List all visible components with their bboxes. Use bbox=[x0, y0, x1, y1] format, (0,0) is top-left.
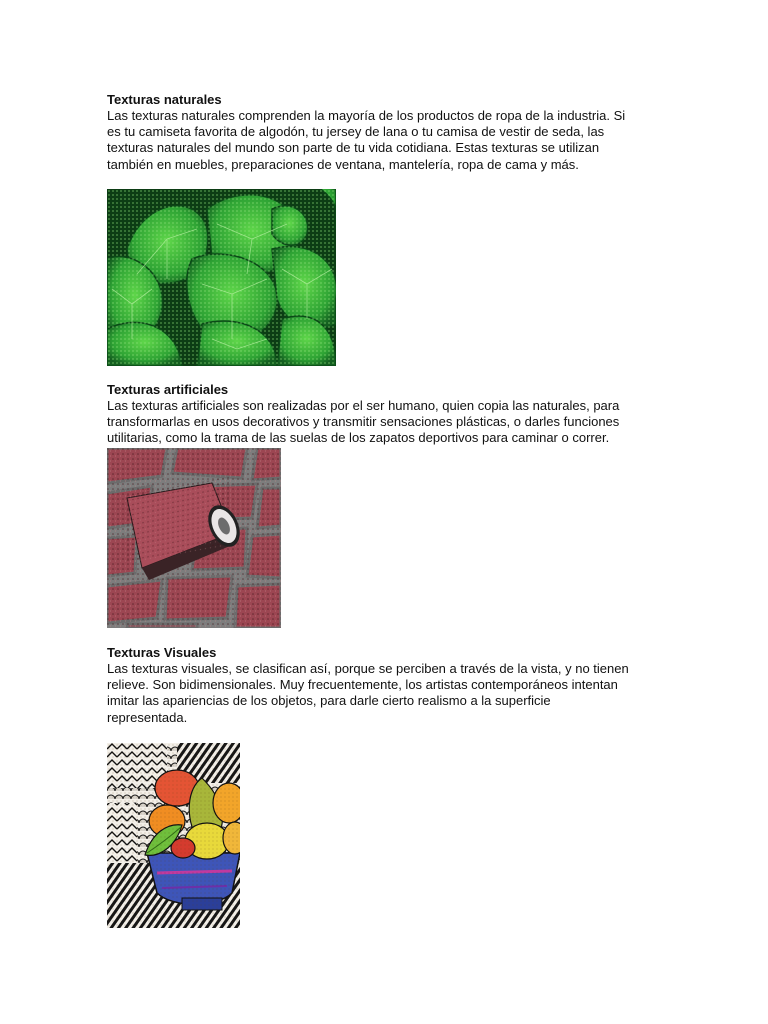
paragraph-line: también en muebles, preparaciones de ventana, mantelería, ropa de cama y más. bbox=[107, 156, 579, 172]
paragraph-line: texturas naturales del mundo son parte de tu vida cotidiana. Estas texturas se utilizan bbox=[107, 140, 600, 156]
paragraph-line: imitar las apariencias de los objetos, para darle cierto realismo a la superficie bbox=[107, 693, 551, 709]
section-visual-textures bbox=[107, 645, 667, 726]
section-heading: Texturas Visuales bbox=[107, 645, 217, 660]
section-natural-textures bbox=[107, 92, 667, 173]
paragraph-line: Las texturas visuales, se clasifican así, porque se perciben a través de la vista, y no tienen bbox=[107, 661, 629, 676]
paragraph-line: Las texturas artificiales son realizadas por el ser humano, quien copia las naturales, para bbox=[107, 398, 620, 413]
fruit-bowl-zentangle-drawing bbox=[107, 743, 240, 928]
paragraph-line: transformarlas en usos decorativos y transmitir sensaciones plásticas, o darles funciones bbox=[107, 414, 620, 430]
paragraph-line: Las texturas naturales comprenden la mayoría de los productos de ropa de la industria. Si bbox=[107, 108, 626, 123]
paragraph-line: representada. bbox=[107, 709, 188, 725]
section-heading: Texturas naturales bbox=[107, 92, 222, 107]
section-heading: Texturas artificiales bbox=[107, 382, 229, 397]
paragraph-line: es tu camiseta favorita de algodón, tu jersey de lana o tu camisa de vestir de seda, las bbox=[107, 124, 605, 140]
green-leaves-photo bbox=[107, 189, 336, 366]
paragraph-line: relieve. Son bidimensionales. Muy frecuentemente, los artistas contemporáneos intentan bbox=[107, 677, 618, 693]
paragraph-line: utilitarias, como la trama de las suelas de los zapatos deportivos para caminar o correr. bbox=[107, 430, 610, 446]
section-artificial-textures bbox=[107, 382, 667, 447]
brick-wallpaper-roll-photo bbox=[107, 448, 281, 628]
